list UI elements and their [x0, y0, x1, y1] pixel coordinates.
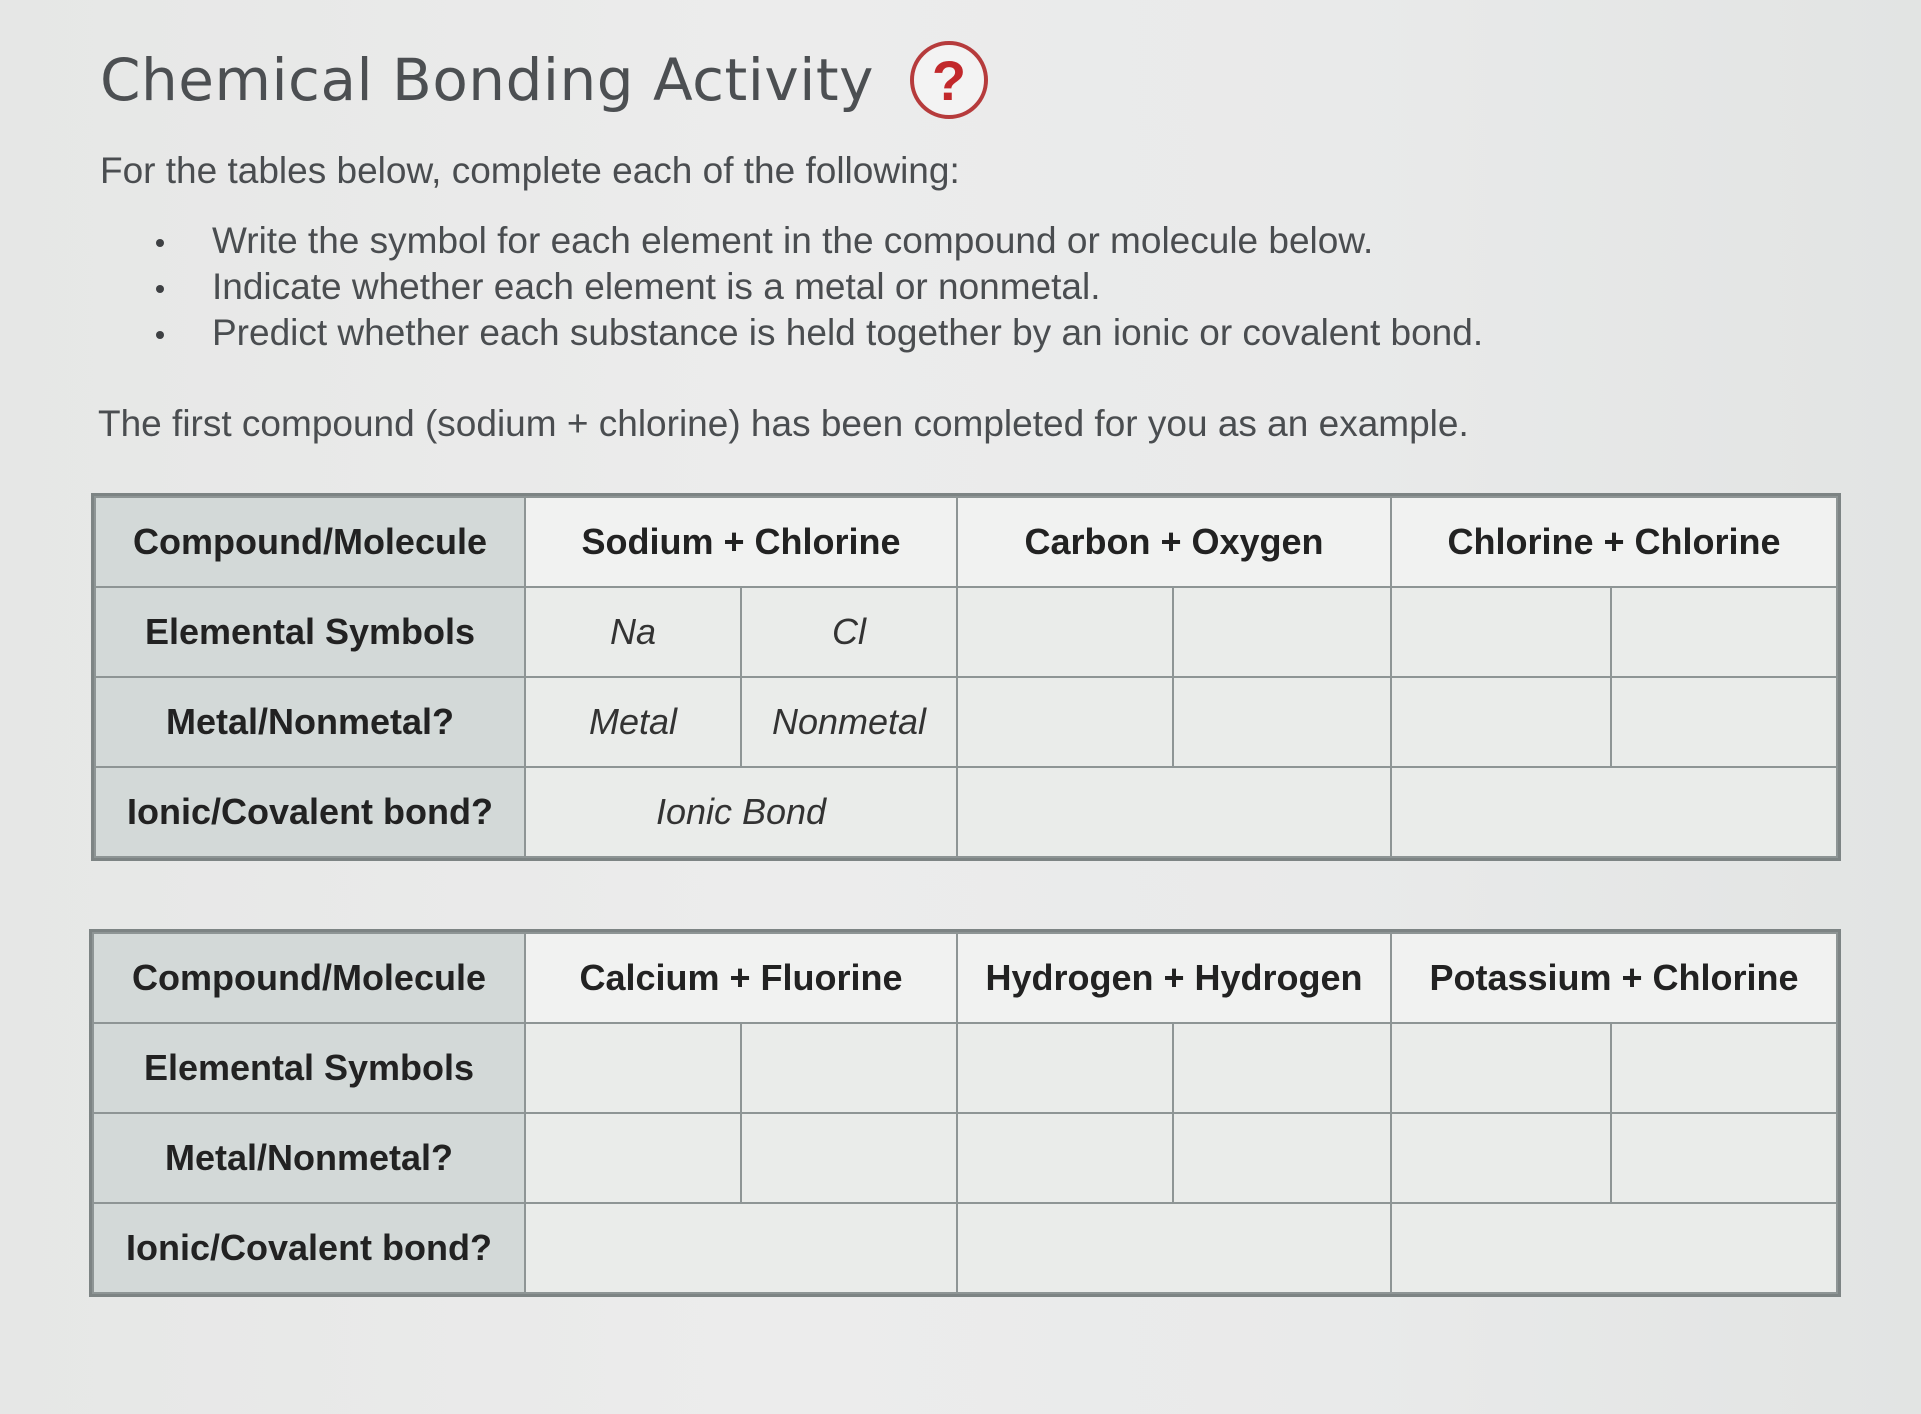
symbol-input-cell[interactable]	[1391, 1023, 1611, 1113]
metal-type-cell: Nonmetal	[741, 677, 957, 767]
metal-input-cell[interactable]	[741, 1113, 957, 1203]
table-row	[95, 587, 1837, 677]
bonding-table-2	[92, 932, 1838, 1294]
instruction-item: Write the symbol for each element in the compound or molecule below.	[150, 218, 1483, 264]
compound-header: Sodium + Chlorine	[525, 497, 957, 587]
symbol-input-cell[interactable]	[1173, 587, 1391, 677]
bond-input-cell[interactable]	[525, 1203, 957, 1293]
bond-input-cell[interactable]	[957, 1203, 1391, 1293]
row-label-metal: Metal/Nonmetal?	[93, 1113, 525, 1203]
compound-header: Potassium + Chlorine	[1391, 933, 1837, 1023]
title-row	[100, 30, 988, 130]
row-label-bond: Ionic/Covalent bond?	[93, 1203, 525, 1293]
compound-header: Chlorine + Chlorine	[1391, 497, 1837, 587]
symbol-input-cell[interactable]	[957, 1023, 1173, 1113]
row-label-compound: Compound/Molecule	[95, 497, 525, 587]
symbol-input-cell[interactable]	[1611, 1023, 1837, 1113]
metal-input-cell[interactable]	[1173, 677, 1391, 767]
metal-input-cell[interactable]	[525, 1113, 741, 1203]
bonding-table-1	[94, 496, 1838, 858]
table-row	[93, 1023, 1837, 1113]
metal-input-cell[interactable]	[1391, 1113, 1611, 1203]
table-row	[95, 677, 1837, 767]
metal-input-cell[interactable]	[1173, 1113, 1391, 1203]
instructions-list	[150, 218, 1483, 356]
symbol-input-cell[interactable]	[525, 1023, 741, 1113]
metal-input-cell[interactable]	[957, 1113, 1173, 1203]
symbol-input-cell[interactable]	[1611, 587, 1837, 677]
help-icon[interactable]: ?	[910, 41, 988, 119]
compound-header: Hydrogen + Hydrogen	[957, 933, 1391, 1023]
symbol-input-cell[interactable]	[741, 1023, 957, 1113]
metal-input-cell[interactable]	[957, 677, 1173, 767]
table-row	[93, 1203, 1837, 1293]
instruction-item: Predict whether each substance is held together by an ionic or covalent bond.	[150, 310, 1483, 356]
row-label-metal: Metal/Nonmetal?	[95, 677, 525, 767]
instructions-intro: For the tables below, complete each of the following:	[100, 150, 960, 191]
row-label-symbols: Elemental Symbols	[95, 587, 525, 677]
symbol-cell: Na	[525, 587, 741, 677]
metal-input-cell[interactable]	[1391, 677, 1611, 767]
page-title: Chemical Bonding Activity	[100, 46, 874, 114]
table-row	[95, 767, 1837, 857]
table-row	[95, 497, 1837, 587]
metal-input-cell[interactable]	[1611, 1113, 1837, 1203]
bond-input-cell[interactable]	[1391, 1203, 1837, 1293]
example-note: The first compound (sodium + chlorine) has been completed for you as an example.	[98, 403, 1469, 444]
row-label-compound: Compound/Molecule	[93, 933, 525, 1023]
compound-header: Calcium + Fluorine	[525, 933, 957, 1023]
compound-header: Carbon + Oxygen	[957, 497, 1391, 587]
table-row	[93, 933, 1837, 1023]
table-row	[93, 1113, 1837, 1203]
row-label-symbols: Elemental Symbols	[93, 1023, 525, 1113]
symbol-input-cell[interactable]	[957, 587, 1173, 677]
metal-type-cell: Metal	[525, 677, 741, 767]
symbol-input-cell[interactable]	[1391, 587, 1611, 677]
bond-input-cell[interactable]	[957, 767, 1391, 857]
row-label-bond: Ionic/Covalent bond?	[95, 767, 525, 857]
symbol-input-cell[interactable]	[1173, 1023, 1391, 1113]
instruction-item: Indicate whether each element is a metal or nonmetal.	[150, 264, 1483, 310]
metal-input-cell[interactable]	[1611, 677, 1837, 767]
symbol-cell: Cl	[741, 587, 957, 677]
bond-input-cell[interactable]	[1391, 767, 1837, 857]
bond-cell: Ionic Bond	[525, 767, 957, 857]
